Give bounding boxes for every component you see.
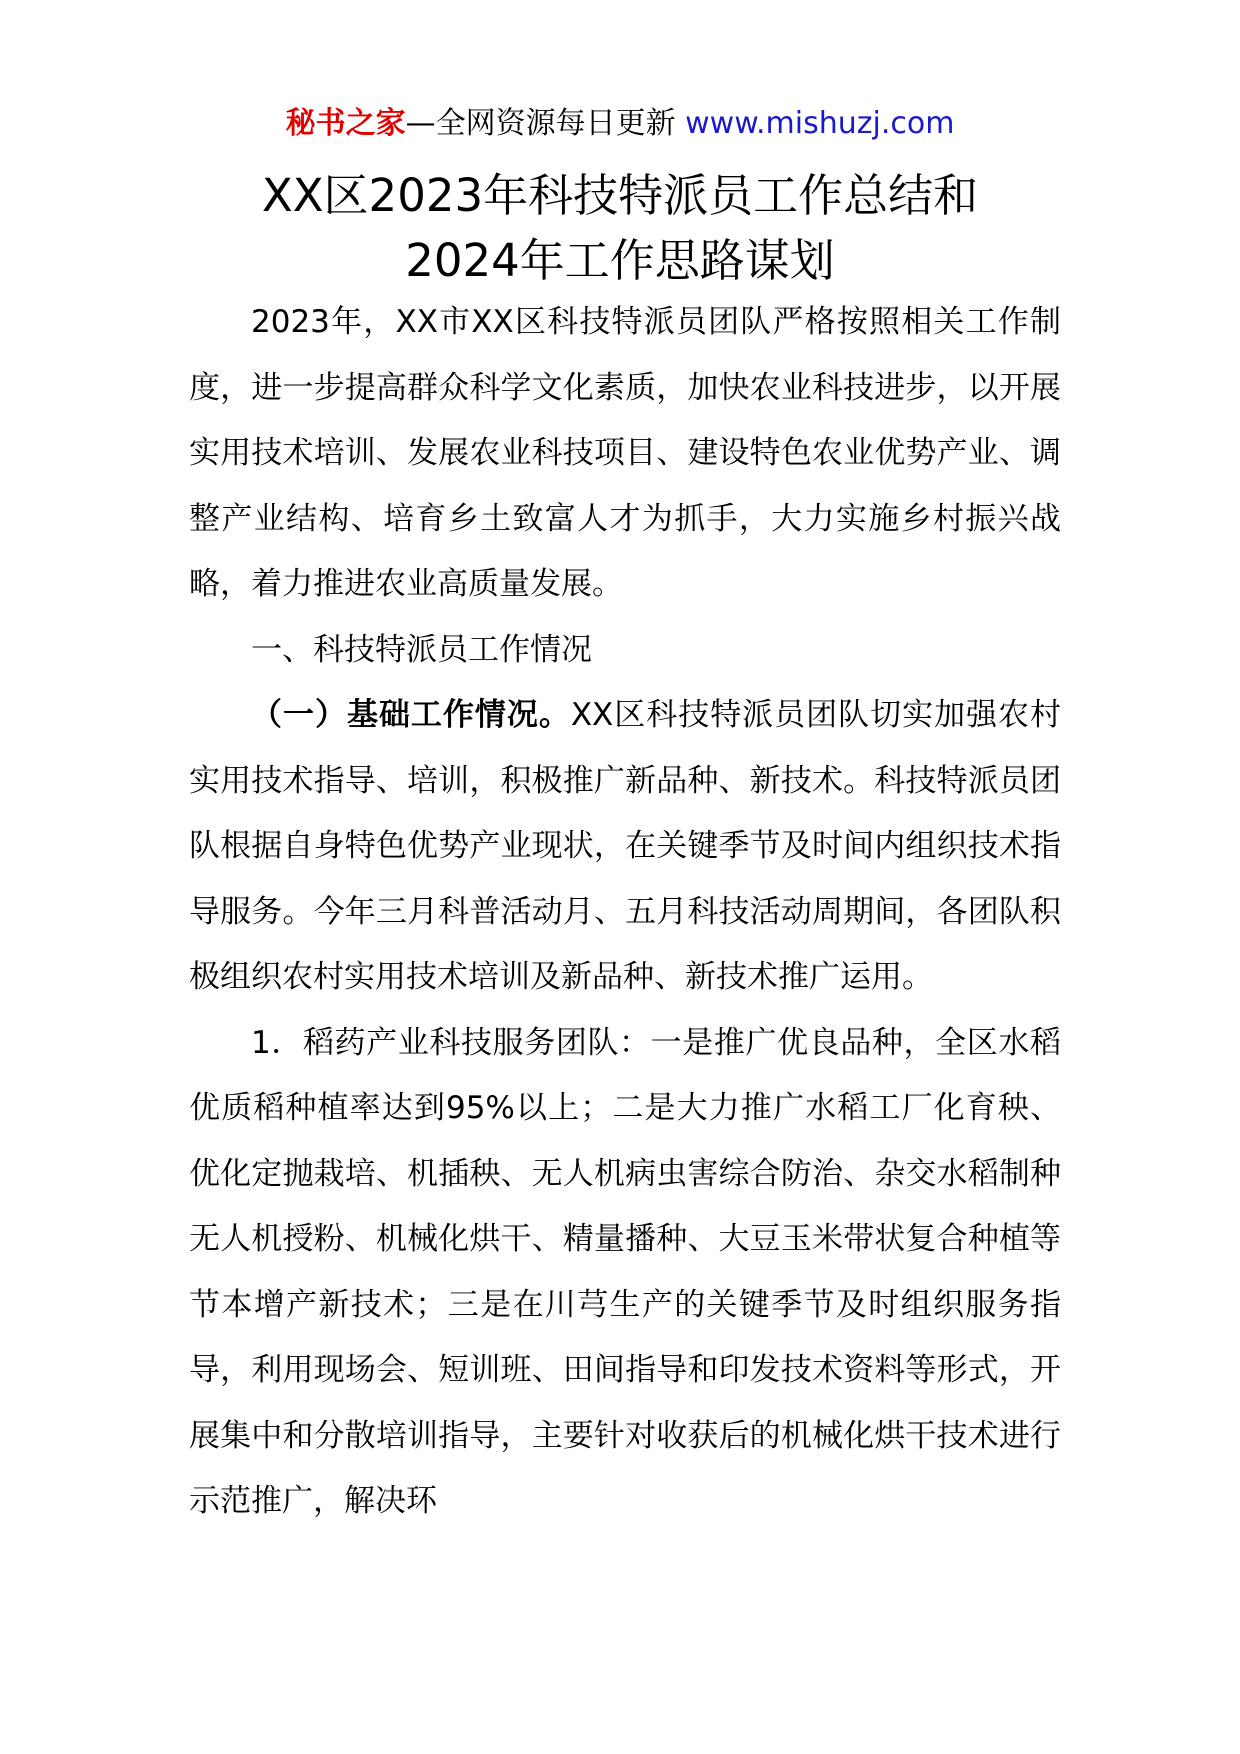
section-heading: 一、科技特派员工作情况 bbox=[251, 631, 592, 668]
subsection-lead: （一）基础工作情况。 bbox=[251, 697, 571, 733]
subsection-paragraph bbox=[189, 683, 1061, 1011]
subsection-text: XX区科技特派员团队切实加强农村实用技术指导、培训，积极推广新品种、新技术。科技特派员团队根据自身特色优势产业现状，在关键季节及时间内组织技术指导服务。今年三月科普活动月、五月科技活动周期间，各团队积极组织农村实用技术培训及新品种、新技术推广运用。 bbox=[189, 697, 1062, 995]
intro-paragraph: 2023年，XX市XX区科技特派员团队严格按照相关工作制度，进一步提高群众科学文化素质，加快农业科技进步，以开展实用技术培训、发展农业科技项目、建设特色农业优势产业、调整产业结构、培育乡土致富人才为抓手，大力实施乡村振兴战略，着力推进农业高质量发展。 bbox=[189, 304, 1061, 602]
title-line-2: 2024年工作思路谋划 bbox=[405, 234, 835, 287]
title-line-1: XX区2023年科技特派员工作总结和 bbox=[261, 169, 979, 222]
header-tagline: —全网资源每日更新 bbox=[405, 106, 676, 141]
site-header bbox=[0, 102, 1240, 146]
item-paragraph: 1．稻药产业科技服务团队：一是推广优良品种，全区水稻优质稻种植率达到95%以上；二是大力推广水稻工厂化育秧、优化定抛栽培、机插秧、无人机病虫害综合防治、杂交水稻制种无人机授粉、机械化烘干、精量播种、大豆玉米带状复合种植等节本增产新技术；三是在川芎生产的关键季节及时组织服务指导，利用现场会、短训班、田间指导和印发技术资料等形式，开展集中和分散培训指导，主要针对收获后的机械化烘干技术进行示范推广，解决环 bbox=[189, 1024, 1061, 1519]
site-url-link[interactable]: www.mishuzj.com bbox=[685, 106, 955, 141]
document-title bbox=[0, 163, 1240, 293]
brand-name: 秘书之家 bbox=[285, 106, 406, 141]
document-body bbox=[189, 290, 1061, 1535]
